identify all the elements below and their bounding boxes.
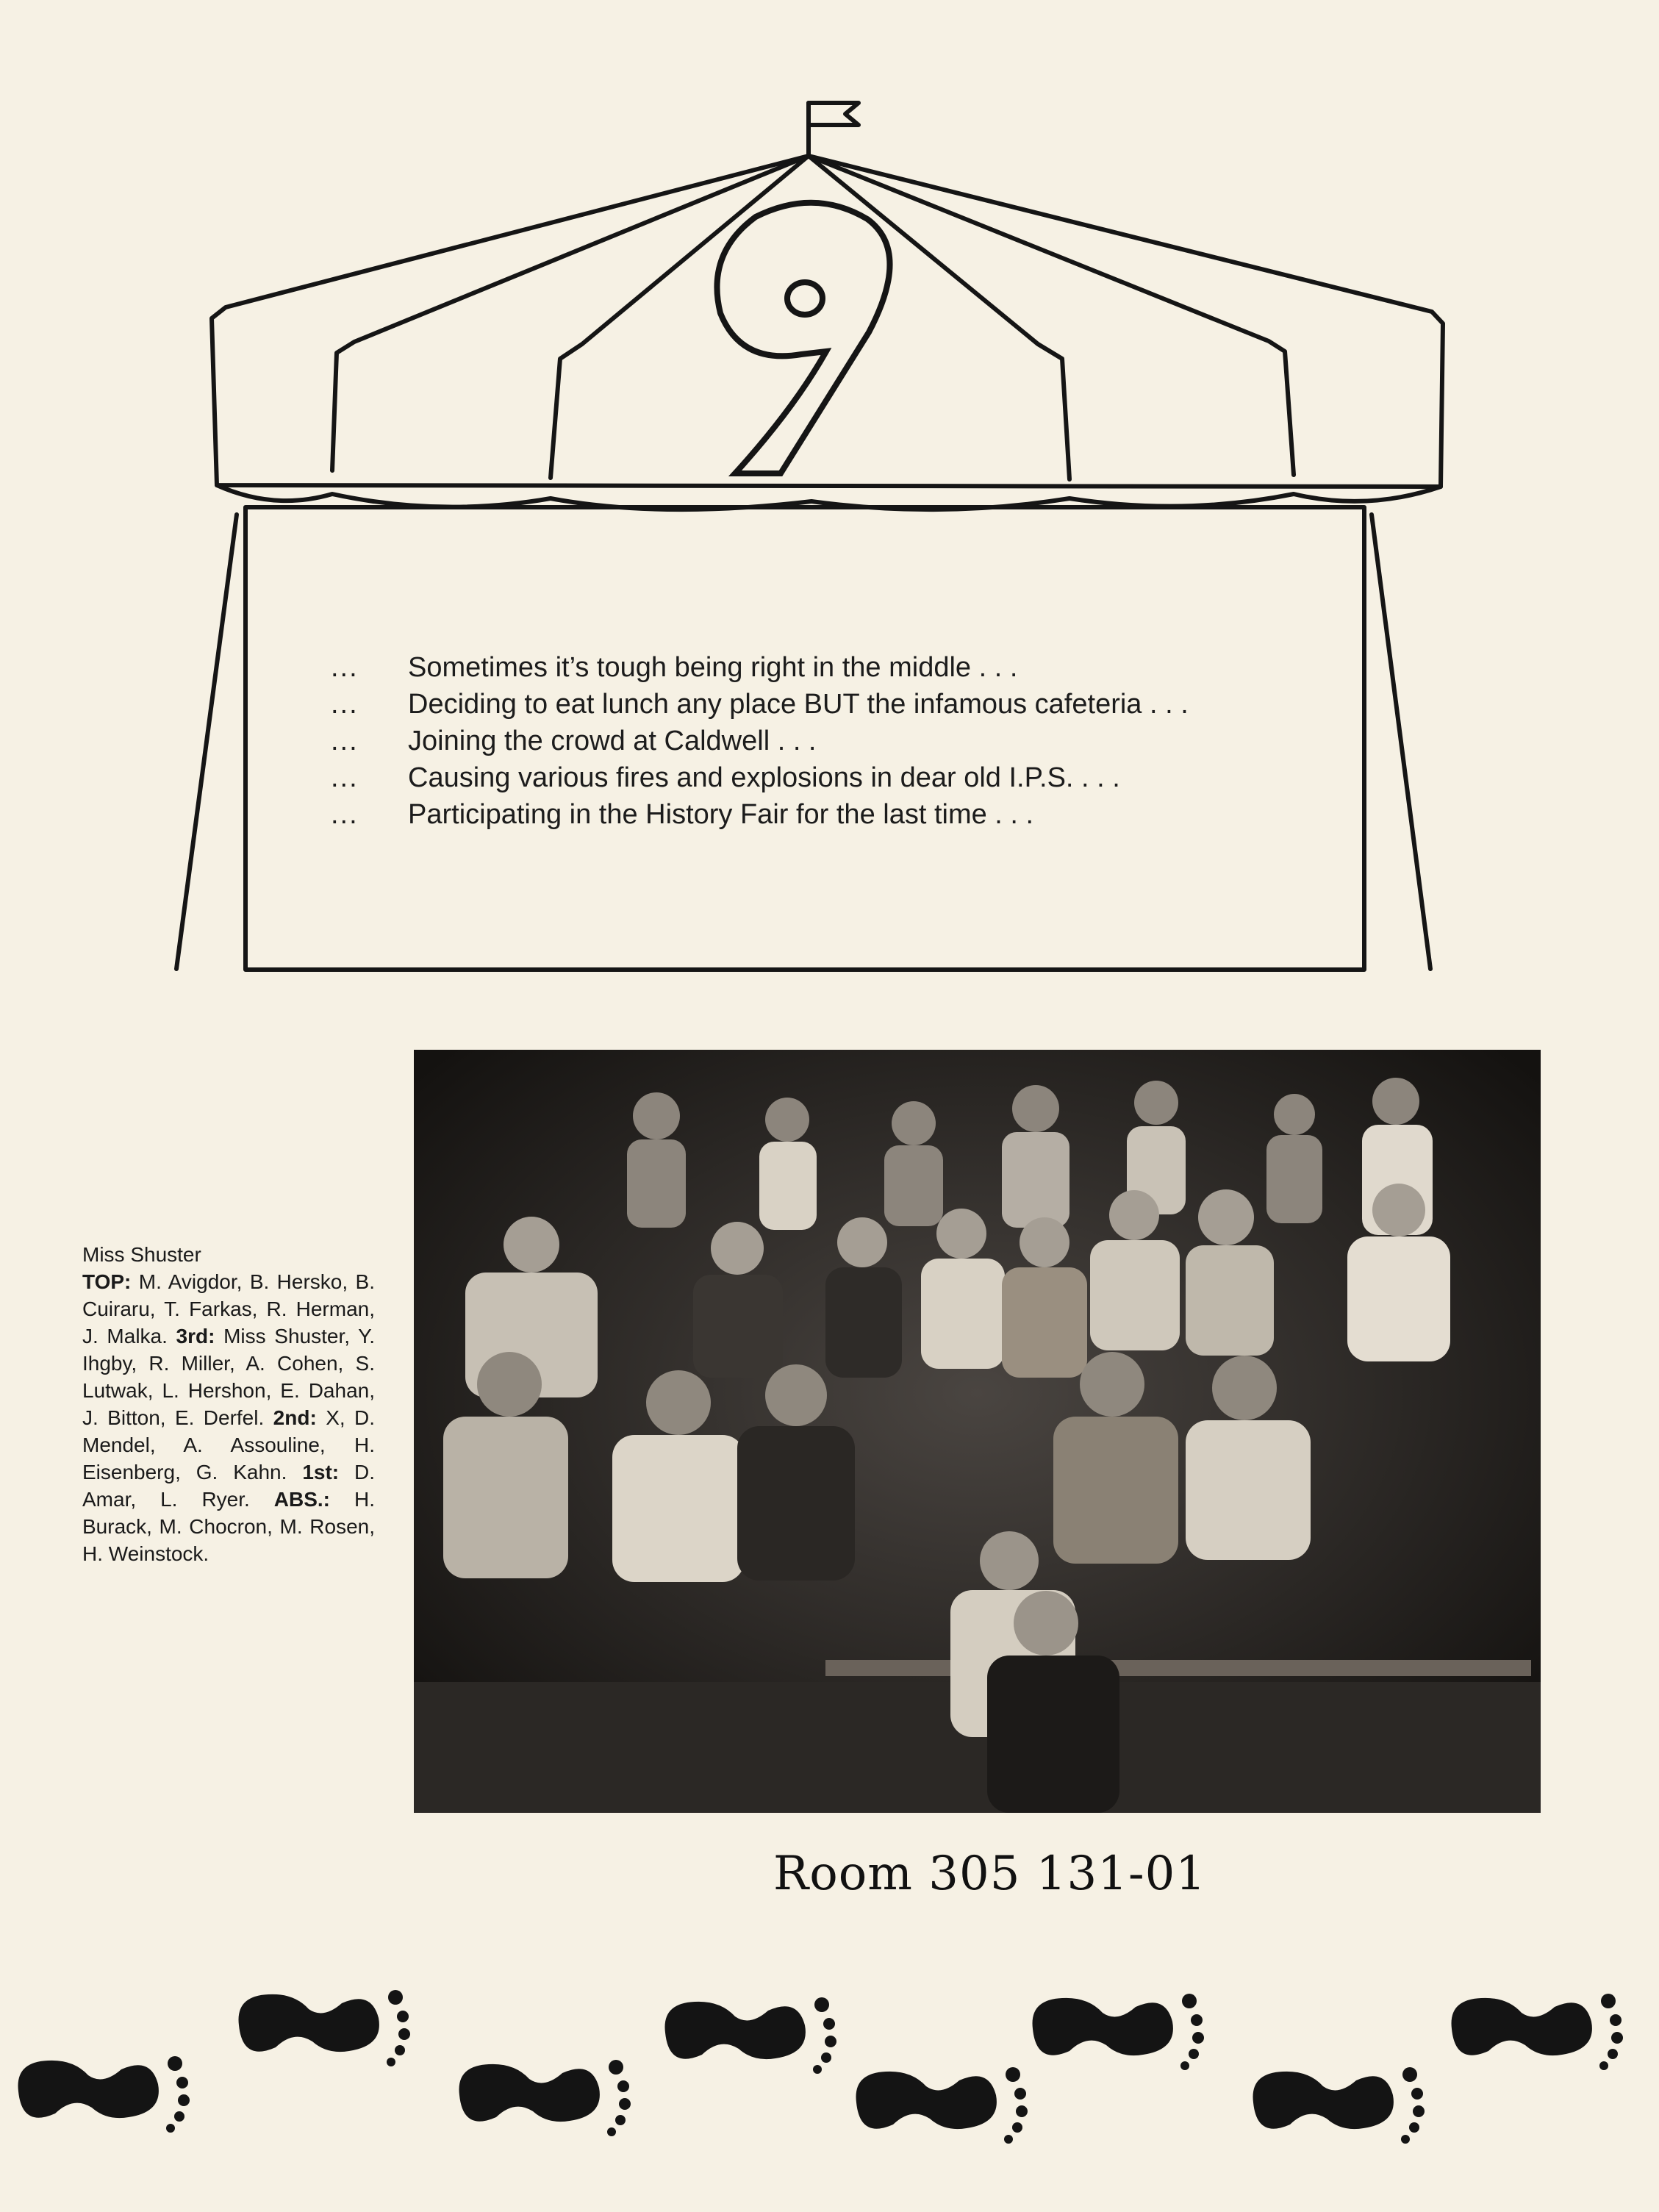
caption-row-label: 2nd:	[273, 1406, 317, 1429]
ellipsis-lead: ...	[331, 726, 359, 756]
intro-line	[331, 759, 1360, 796]
footprints-border	[0, 1977, 1659, 2212]
footprint-icon	[459, 2060, 631, 2136]
footprint-icon	[239, 1990, 411, 2066]
footprint-icon	[856, 2067, 1028, 2144]
photo-caption	[82, 1241, 375, 1567]
caption-teacher: Miss Shuster	[82, 1243, 201, 1266]
caption-row-label: ABS.:	[273, 1488, 331, 1511]
ellipsis-lead: ...	[331, 652, 359, 683]
intro-line	[331, 796, 1360, 833]
class-group-photo	[414, 1050, 1541, 1813]
intro-line-text: Sometimes it’s tough being right in the middle . . .	[408, 652, 1018, 683]
intro-line-text: Deciding to eat lunch any place BUT the infamous cafeteria . . .	[408, 689, 1189, 720]
intro-lines	[331, 649, 1360, 833]
room-label: Room 305 131-01	[773, 1847, 1206, 1901]
intro-line-text: Causing various fires and explosions in dear old I.P.S. . . .	[408, 762, 1120, 793]
caption-row-names: M. Avigdor, B. Hersko, B. Cuiraru, T. Farkas, R. Herman, J. Malka.	[82, 1270, 375, 1347]
circus-tent-illustration	[0, 0, 1659, 1000]
intro-line	[331, 686, 1360, 723]
caption-row-label: 1st:	[302, 1461, 340, 1483]
number-nine-outline	[717, 203, 889, 473]
caption-row-label: TOP:	[82, 1270, 132, 1293]
ellipsis-lead: ...	[331, 689, 359, 720]
intro-line	[331, 723, 1360, 759]
caption-row-names: D. Amar, L. Ryer.	[82, 1461, 376, 1511]
intro-line-text: Participating in the History Fair for the last time . . .	[408, 799, 1034, 830]
footprint-icon	[1033, 1994, 1205, 2070]
caption-row-names: Miss Shuster, Y. Ihgby, R. Miller, A. Cohen, S. Lutwak, L. Hershon, E. Dahan, J. Bitton, E. Derfel.	[82, 1325, 376, 1429]
footprint-icon	[1452, 1994, 1624, 2070]
intro-line	[331, 649, 1360, 686]
caption-row-label: 3rd:	[176, 1325, 215, 1347]
ellipsis-lead: ...	[331, 762, 359, 793]
footprint-icon	[18, 2056, 190, 2133]
caption-row-names: H. Burack, M. Chocron, M. Rosen, H. Weinstock.	[82, 1488, 375, 1565]
footprint-icon	[1253, 2067, 1425, 2144]
intro-line-text: Joining the crowd at Caldwell . . .	[408, 726, 817, 756]
footprint-icon	[665, 1997, 837, 2074]
caption-row-names: X, D. Mendel, A. Assouline, H. Eisenberg, G. Kahn.	[82, 1406, 376, 1483]
ellipsis-lead: ...	[331, 799, 359, 830]
